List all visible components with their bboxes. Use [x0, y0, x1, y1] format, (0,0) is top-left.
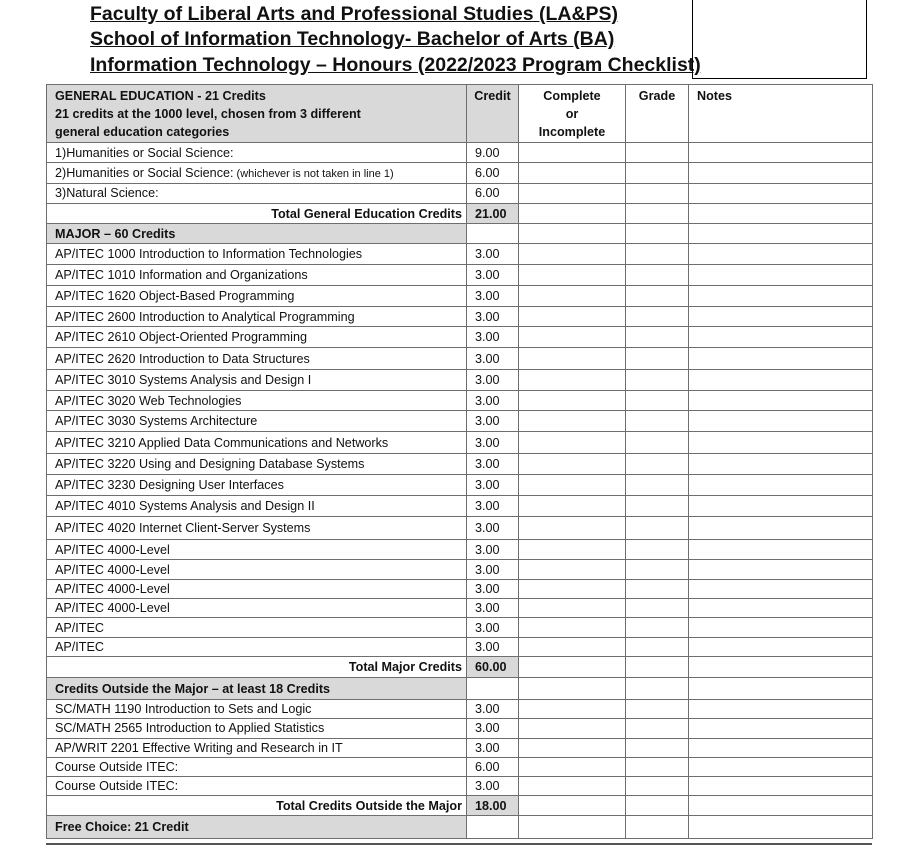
grade-cell[interactable] [626, 796, 689, 816]
complete-cell[interactable] [519, 307, 626, 327]
program-checklist-table [46, 84, 873, 839]
notes-cell[interactable] [689, 517, 873, 540]
complete-cell[interactable] [519, 391, 626, 411]
course-name: AP/ITEC 3030 Systems Architecture [55, 414, 258, 429]
course-name: AP/ITEC 2600 Introduction to Analytical Programming [55, 309, 355, 324]
complete-cell[interactable] [519, 540, 626, 560]
notes-cell[interactable] [689, 183, 873, 203]
grade-cell[interactable] [626, 496, 689, 517]
notes-cell[interactable] [689, 796, 873, 816]
grade-cell[interactable] [626, 599, 689, 618]
section-heading: MAJOR – 60 Credits [47, 224, 467, 244]
complete-cell[interactable] [519, 265, 626, 286]
course-cell [47, 265, 467, 286]
notes-cell[interactable] [689, 540, 873, 560]
complete-cell[interactable] [519, 738, 626, 757]
table-row [47, 496, 873, 517]
notes-cell[interactable] [689, 580, 873, 599]
complete-cell[interactable] [519, 163, 626, 183]
notes-cell[interactable] [689, 370, 873, 391]
table-row [47, 143, 873, 163]
course-cell [47, 286, 467, 307]
credit-cell: 3.00 [467, 496, 519, 517]
course-cell [47, 307, 467, 327]
credit-cell: 3.00 [467, 411, 519, 432]
bottom-rule [46, 843, 872, 845]
course-cell [47, 348, 467, 370]
table-row [47, 183, 873, 203]
course-name: AP/ITEC 3220 Using and Designing Database Systems [55, 457, 365, 472]
complete-cell[interactable] [519, 517, 626, 540]
notes-cell[interactable] [689, 638, 873, 657]
complete-label: Complete [543, 89, 601, 103]
notes-cell[interactable] [689, 327, 873, 348]
credit-cell: 6.00 [467, 757, 519, 776]
notes-column-header: Notes [689, 85, 873, 143]
course-name: AP/ITEC 2610 Object-Oriented Programming [55, 330, 307, 345]
section-heading: Credits Outside the Major – at least 18 Credits [47, 678, 467, 700]
course-name: AP/ITEC [55, 640, 104, 655]
grade-cell[interactable] [626, 411, 689, 432]
notes-cell[interactable] [689, 719, 873, 738]
total-label: Total General Education Credits [47, 203, 467, 223]
credit-cell: 3.00 [467, 580, 519, 599]
notes-cell[interactable] [689, 496, 873, 517]
table-row [47, 757, 873, 776]
course-name: AP/ITEC 4000-Level [55, 562, 170, 577]
credit-cell: 3.00 [467, 776, 519, 795]
complete-cell[interactable] [519, 348, 626, 370]
complete-cell[interactable] [519, 411, 626, 432]
gen-ed-total-row [47, 203, 873, 223]
course-name: 2)Humanities or Social Science: [55, 165, 234, 180]
table-row [47, 776, 873, 795]
table-row [47, 540, 873, 560]
grade-cell[interactable] [626, 738, 689, 757]
major-total-row [47, 657, 873, 678]
credit-cell: 3.00 [467, 286, 519, 307]
grade-cell[interactable] [626, 244, 689, 265]
table-row [47, 700, 873, 719]
grade-cell[interactable] [626, 307, 689, 327]
notes-cell[interactable] [689, 816, 873, 839]
credit-cell [467, 678, 519, 700]
credit-cell: 3.00 [467, 560, 519, 580]
complete-cell[interactable] [519, 719, 626, 738]
course-cell [47, 757, 467, 776]
grade-cell[interactable] [626, 657, 689, 678]
table-row [47, 638, 873, 657]
outside-total-row [47, 796, 873, 816]
complete-cell[interactable] [519, 816, 626, 839]
credit-cell: 3.00 [467, 244, 519, 265]
outside-major-section-row [47, 678, 873, 700]
notes-cell[interactable] [689, 700, 873, 719]
total-credit: 21.00 [467, 203, 519, 223]
course-cell [47, 540, 467, 560]
course-cell [47, 143, 467, 163]
course-name: AP/WRIT 2201 Effective Writing and Research in IT [55, 740, 343, 755]
gen-ed-subheading-1: 21 credits at the 1000 level, chosen from 3 different [55, 107, 361, 121]
table-row [47, 411, 873, 432]
course-name: AP/ITEC 1010 Information and Organizations [55, 268, 308, 283]
course-cell [47, 776, 467, 795]
complete-cell[interactable] [519, 700, 626, 719]
credit-column-header: Credit [467, 85, 519, 143]
gen-ed-header-cell [47, 85, 467, 143]
notes-cell[interactable] [689, 757, 873, 776]
credit-cell: 3.00 [467, 454, 519, 475]
notes-cell[interactable] [689, 411, 873, 432]
course-name: AP/ITEC 3010 Systems Analysis and Design I [55, 373, 312, 388]
course-cell [47, 454, 467, 475]
grade-cell[interactable] [626, 327, 689, 348]
grade-cell[interactable] [626, 454, 689, 475]
or-label: or [565, 107, 579, 121]
course-cell [47, 244, 467, 265]
complete-cell[interactable] [519, 454, 626, 475]
complete-cell[interactable] [519, 203, 626, 223]
notes-cell[interactable] [689, 163, 873, 183]
course-name: Course Outside ITEC: [55, 779, 179, 794]
grade-cell[interactable] [626, 348, 689, 370]
grade-cell[interactable] [626, 678, 689, 700]
grade-cell[interactable] [626, 224, 689, 244]
credit-cell: 3.00 [467, 391, 519, 411]
course-name: AP/ITEC 4020 Internet Client-Server Systems [55, 521, 311, 536]
major-section-row [47, 224, 873, 244]
table-row [47, 391, 873, 411]
course-name: 1)Humanities or Social Science: [55, 145, 234, 160]
table-row [47, 370, 873, 391]
course-name: SC/MATH 2565 Introduction to Applied Statistics [55, 721, 325, 736]
grade-cell[interactable] [626, 618, 689, 638]
logo-placeholder-box [692, 0, 867, 79]
notes-cell[interactable] [689, 307, 873, 327]
course-cell [47, 618, 467, 638]
grade-cell[interactable] [626, 183, 689, 203]
grade-cell[interactable] [626, 560, 689, 580]
grade-cell[interactable] [626, 719, 689, 738]
complete-cell[interactable] [519, 475, 626, 496]
notes-cell[interactable] [689, 244, 873, 265]
notes-cell[interactable] [689, 454, 873, 475]
course-name: AP/ITEC 1000 Introduction to Information Technologies [55, 247, 363, 262]
credit-cell: 3.00 [467, 700, 519, 719]
course-cell [47, 370, 467, 391]
complete-cell[interactable] [519, 244, 626, 265]
notes-cell[interactable] [689, 286, 873, 307]
course-name: AP/ITEC 4000-Level [55, 601, 170, 616]
course-cell [47, 580, 467, 599]
complete-cell[interactable] [519, 224, 626, 244]
complete-cell[interactable] [519, 370, 626, 391]
complete-cell[interactable] [519, 496, 626, 517]
title-school: School of Information Technology- Bachelor of Arts (BA) [90, 28, 615, 51]
notes-cell[interactable] [689, 657, 873, 678]
course-cell [47, 496, 467, 517]
table-row [47, 286, 873, 307]
complete-cell[interactable] [519, 432, 626, 454]
table-row [47, 265, 873, 286]
notes-cell[interactable] [689, 265, 873, 286]
table-header-row [47, 85, 873, 143]
credit-cell [467, 816, 519, 839]
course-cell [47, 517, 467, 540]
grade-cell[interactable] [626, 432, 689, 454]
table-row [47, 348, 873, 370]
course-cell [47, 163, 467, 183]
grade-cell[interactable] [626, 540, 689, 560]
complete-cell[interactable] [519, 618, 626, 638]
course-note: (whichever is not taken in line 1) [233, 167, 394, 180]
course-name: SC/MATH 1190 Introduction to Sets and Logic [55, 702, 312, 717]
grade-cell[interactable] [626, 370, 689, 391]
credit-cell: 3.00 [467, 517, 519, 540]
notes-cell[interactable] [689, 678, 873, 700]
grade-cell[interactable] [626, 816, 689, 839]
credit-cell: 3.00 [467, 265, 519, 286]
course-cell [47, 183, 467, 203]
grade-cell[interactable] [626, 700, 689, 719]
grade-cell[interactable] [626, 163, 689, 183]
free-choice-section-row [47, 816, 873, 839]
section-heading: Free Choice: 21 Credit [47, 816, 467, 839]
course-name: Course Outside ITEC: [55, 759, 179, 774]
complete-cell[interactable] [519, 657, 626, 678]
course-name: AP/ITEC 2620 Introduction to Data Structures [55, 351, 310, 366]
credit-cell: 3.00 [467, 432, 519, 454]
gen-ed-subheading-2: general education categories [55, 125, 230, 139]
credit-cell: 3.00 [467, 599, 519, 618]
course-cell [47, 599, 467, 618]
course-name: AP/ITEC 1620 Object-Based Programming [55, 289, 295, 304]
table-row [47, 618, 873, 638]
credit-cell: 3.00 [467, 370, 519, 391]
notes-cell[interactable] [689, 203, 873, 223]
complete-cell[interactable] [519, 183, 626, 203]
course-cell [47, 391, 467, 411]
table-row [47, 454, 873, 475]
course-name: AP/ITEC 4010 Systems Analysis and Design II [55, 499, 315, 514]
complete-cell[interactable] [519, 143, 626, 163]
complete-cell[interactable] [519, 286, 626, 307]
table-row [47, 327, 873, 348]
credit-cell: 3.00 [467, 719, 519, 738]
table-row [47, 719, 873, 738]
credit-cell: 3.00 [467, 738, 519, 757]
credit-cell: 3.00 [467, 307, 519, 327]
table-row [47, 599, 873, 618]
table-row [47, 432, 873, 454]
course-name: 3)Natural Science: [55, 186, 159, 201]
course-name: AP/ITEC 3020 Web Technologies [55, 393, 242, 408]
course-name: AP/ITEC [55, 620, 104, 635]
grade-cell[interactable] [626, 203, 689, 223]
grade-cell[interactable] [626, 757, 689, 776]
notes-cell[interactable] [689, 618, 873, 638]
course-cell [47, 638, 467, 657]
table-row [47, 244, 873, 265]
credit-cell: 3.00 [467, 540, 519, 560]
notes-cell[interactable] [689, 432, 873, 454]
credit-cell: 6.00 [467, 183, 519, 203]
gen-ed-heading: GENERAL EDUCATION - 21 Credits [55, 89, 266, 103]
grade-cell[interactable] [626, 143, 689, 163]
course-cell [47, 700, 467, 719]
incomplete-label: Incomplete [538, 125, 606, 139]
notes-cell[interactable] [689, 143, 873, 163]
title-program: Information Technology – Honours (2022/2023 Program Checklist) [90, 53, 701, 76]
credit-cell: 3.00 [467, 475, 519, 496]
notes-cell[interactable] [689, 224, 873, 244]
total-label: Total Major Credits [47, 657, 467, 678]
grade-cell[interactable] [626, 286, 689, 307]
grade-cell[interactable] [626, 580, 689, 599]
grade-cell[interactable] [626, 475, 689, 496]
course-cell [47, 719, 467, 738]
notes-cell[interactable] [689, 776, 873, 795]
grade-cell[interactable] [626, 391, 689, 411]
grade-cell[interactable] [626, 265, 689, 286]
course-name: AP/ITEC 4000-Level [55, 582, 170, 597]
notes-cell[interactable] [689, 738, 873, 757]
course-cell [47, 560, 467, 580]
grade-cell[interactable] [626, 776, 689, 795]
total-label: Total Credits Outside the Major [47, 796, 467, 816]
course-cell [47, 327, 467, 348]
credit-cell: 9.00 [467, 143, 519, 163]
total-credit: 60.00 [467, 657, 519, 678]
complete-cell[interactable] [519, 327, 626, 348]
complete-cell[interactable] [519, 678, 626, 700]
notes-cell[interactable] [689, 391, 873, 411]
credit-cell: 3.00 [467, 618, 519, 638]
complete-cell[interactable] [519, 560, 626, 580]
title-faculty: Faculty of Liberal Arts and Professional Studies (LA&PS) [90, 3, 619, 25]
document-title [90, 2, 701, 78]
credit-cell [467, 224, 519, 244]
complete-cell[interactable] [519, 757, 626, 776]
complete-cell[interactable] [519, 580, 626, 599]
course-cell [47, 738, 467, 757]
course-cell [47, 411, 467, 432]
table-row [47, 163, 873, 183]
course-cell [47, 475, 467, 496]
table-row [47, 307, 873, 327]
complete-cell[interactable] [519, 638, 626, 657]
complete-cell[interactable] [519, 776, 626, 795]
course-name: AP/ITEC 3230 Designing User Interfaces [55, 478, 284, 493]
credit-cell: 3.00 [467, 327, 519, 348]
grade-cell[interactable] [626, 638, 689, 657]
notes-cell[interactable] [689, 348, 873, 370]
total-credit: 18.00 [467, 796, 519, 816]
credit-cell: 3.00 [467, 638, 519, 657]
credit-cell: 3.00 [467, 348, 519, 370]
course-name: AP/ITEC 4000-Level [55, 542, 170, 557]
table-row [47, 475, 873, 496]
notes-cell[interactable] [689, 560, 873, 580]
table-row [47, 517, 873, 540]
complete-column-header [519, 85, 626, 143]
grade-column-header: Grade [626, 85, 689, 143]
notes-cell[interactable] [689, 475, 873, 496]
course-name: AP/ITEC 3210 Applied Data Communications and Networks [55, 435, 389, 450]
complete-cell[interactable] [519, 599, 626, 618]
grade-cell[interactable] [626, 517, 689, 540]
credit-cell: 6.00 [467, 163, 519, 183]
table-row [47, 580, 873, 599]
notes-cell[interactable] [689, 599, 873, 618]
complete-cell[interactable] [519, 796, 626, 816]
table-row [47, 738, 873, 757]
table-row [47, 560, 873, 580]
course-cell [47, 432, 467, 454]
